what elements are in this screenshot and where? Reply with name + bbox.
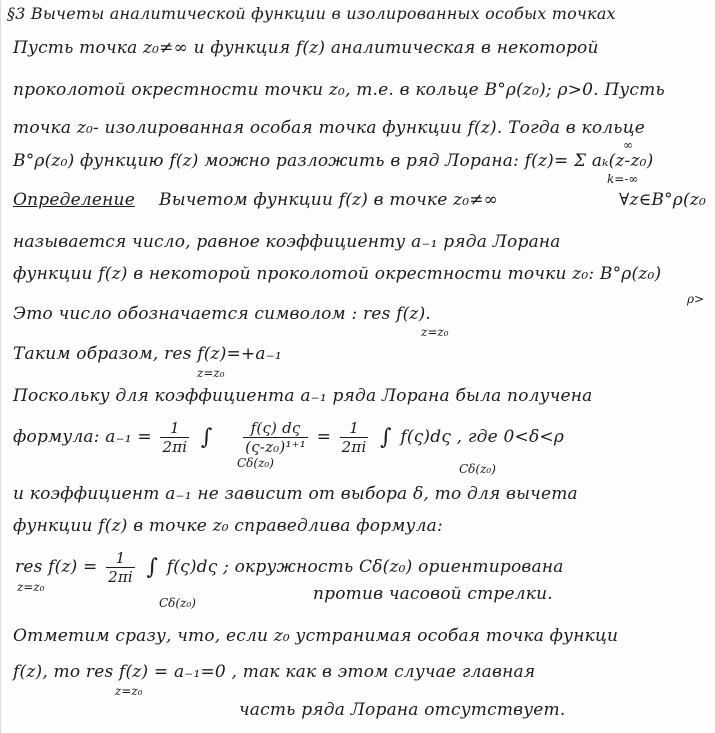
definition-text: Вычетом функции f(z) в точке z₀≠∞ <box>159 190 499 210</box>
formula-tail: f(ς)dς , где 0<δ<ρ <box>400 427 565 447</box>
text-line-8: Это число обозначается символом : res f(z). <box>13 304 432 324</box>
res-subscript-1: z=z₀ <box>421 325 449 339</box>
text-line-7-right: ρ> <box>687 292 705 306</box>
integral-sign-1: ∫ <box>200 424 213 450</box>
contour-subscript-3: Cδ(z₀) <box>159 596 196 610</box>
residue-formula-tail: f(ς)dς ; окружность Cδ(z₀) ориентирована <box>166 557 564 577</box>
formula-equals: = <box>316 427 332 447</box>
definition-right-note: ∀z∈B°ρ(z₀ <box>619 190 706 210</box>
text-line-1: Пусть точка z₀≠∞ и функция f(z) аналитическая в некоторой <box>13 38 599 58</box>
text-line-3: точка z₀- изолированная особая точка функции f(z). Тогда в кольце <box>13 118 646 138</box>
text-line-16: Отметим сразу, что, если z₀ устранимая особая точка функци <box>13 626 619 646</box>
res-subscript-3: z=z₀ <box>17 580 45 594</box>
text-line-4: B°ρ(z₀) функцию f(z) можно разложить в ряд Лорана: f(z)= Σ aₖ(z-z₀) <box>13 151 654 171</box>
fraction-1-denominator: 2πi <box>162 438 188 456</box>
fraction-3 <box>340 419 369 456</box>
contour-subscript-1: Cδ(z₀) <box>237 456 274 470</box>
fraction-1 <box>160 419 189 456</box>
formula-lead: формула: a₋₁ = <box>13 427 152 447</box>
definition-label: Определение <box>13 190 135 210</box>
fraction-3-denominator: 2πi <box>341 438 367 456</box>
res-subscript-4: z=z₀ <box>115 684 143 698</box>
formula-line <box>13 412 564 462</box>
text-line-9: Таким образом, res f(z)=+a₋₁ <box>13 344 282 364</box>
series-upper-limit: ∞ <box>623 138 633 152</box>
text-line-6: называется число, равное коэффициенту a₋₁ ряда Лорана <box>13 232 561 252</box>
residue-fraction <box>106 549 135 586</box>
contour-subscript-2: Cδ(z₀) <box>459 462 496 476</box>
section-title: §3 Вычеты аналитической функции в изолированных особых точках <box>7 4 616 23</box>
text-line-7: функции f(z) в некоторой проколотой окрестности точки z₀: B°ρ(z₀) <box>13 264 662 284</box>
series-lower-limit: k=-∞ <box>607 172 639 186</box>
fraction-2 <box>243 419 308 456</box>
text-line-12: и коэффициент a₋₁ не зависит от выбора δ, то для вычета <box>13 484 578 504</box>
text-line-13: функции f(z) в точке z₀ справедлива формула: <box>13 516 443 536</box>
fraction-2-denominator: (ς-z₀)¹⁺¹ <box>245 438 306 456</box>
residue-formula-lead: res f(z) = <box>15 557 98 577</box>
text-line-18: часть ряда Лорана отсутствует. <box>239 700 566 720</box>
residue-fraction-denominator: 2πi <box>108 568 133 586</box>
res-subscript-2: z=z₀ <box>197 366 225 380</box>
integral-sign-2: ∫ <box>380 424 392 450</box>
text-line-15: против часовой стрелки. <box>313 584 553 604</box>
text-line-10: Поскольку для коэффициента a₋₁ ряда Лорана была получена <box>13 386 593 406</box>
fraction-3-numerator: 1 <box>340 419 369 438</box>
integral-sign-3: ∫ <box>146 554 159 580</box>
fraction-1-numerator: 1 <box>160 419 189 438</box>
text-line-2: проколотой окрестности точки z₀, т.е. в кольце B°ρ(z₀); ρ>0. Пусть <box>13 80 665 100</box>
fraction-2-numerator: f(ς) dς <box>243 419 308 438</box>
residue-formula-line <box>15 546 564 588</box>
residue-fraction-numerator: 1 <box>106 549 135 568</box>
text-line-17: f(z), то res f(z) = a₋₁=0 , так как в этом случае главная <box>13 662 536 682</box>
